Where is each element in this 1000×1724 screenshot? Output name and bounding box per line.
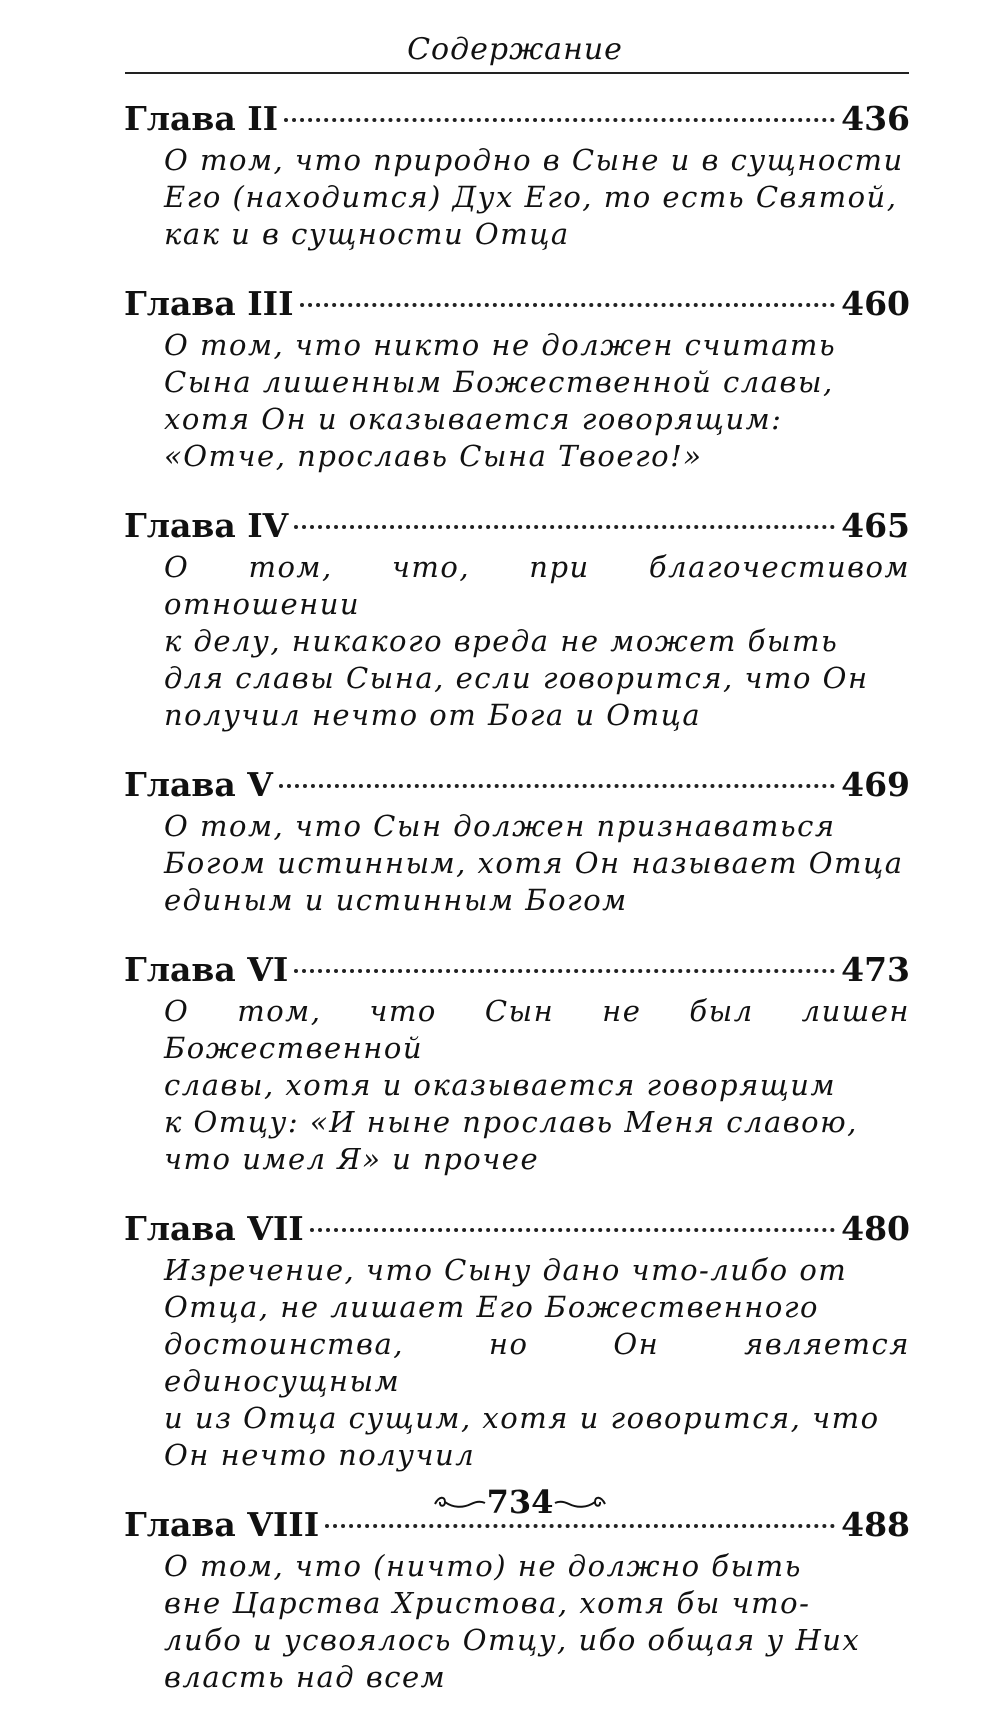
- chapter-description: [164, 1548, 910, 1696]
- dot-leader: [310, 1228, 835, 1232]
- toc-entry: [124, 947, 910, 1178]
- toc-entry: [124, 1502, 910, 1696]
- toc-entry-heading: [124, 947, 910, 993]
- toc-entry: [124, 762, 910, 919]
- toc-entry: [124, 503, 910, 734]
- description-line: славы, хотя и оказывается говорящим: [164, 1068, 837, 1102]
- page-number: 465: [841, 506, 910, 545]
- description-line: О том, что (ничто) не должно быть: [164, 1549, 802, 1583]
- page-number: 473: [841, 950, 910, 989]
- chapter-description: [164, 808, 910, 919]
- description-line: и из Отца сущим, хотя и говорится, что: [164, 1401, 880, 1435]
- header-rule: [125, 72, 909, 74]
- dot-leader: [300, 303, 836, 307]
- folio-number: 734: [486, 1483, 554, 1521]
- description-line: как и в сущности Отца: [164, 217, 570, 251]
- page-footer: [0, 1483, 1000, 1521]
- description-line: О том, что никто не должен считать: [164, 328, 837, 362]
- table-of-contents: [124, 96, 910, 1724]
- chapter-label: Глава II: [124, 99, 279, 138]
- description-line: Богом истинным, хотя Он называет Отца: [164, 846, 904, 880]
- description-line: получил нечто от Бога и Отца: [164, 698, 702, 732]
- chapter-description: [164, 1252, 910, 1474]
- description-line: О том, что Сын не был лишен Божественной: [164, 994, 910, 1065]
- description-line: достоинства, но Он является единосущным: [164, 1327, 910, 1398]
- toc-entry-heading: [124, 1206, 910, 1252]
- chapter-label: Глава VIII: [124, 1505, 320, 1544]
- chapter-label: Глава VI: [124, 950, 289, 989]
- chapter-label: Глава VII: [124, 1209, 304, 1248]
- chapter-description: [164, 549, 910, 734]
- right-flourish-icon: [553, 1492, 607, 1512]
- description-line: что имел Я» и прочее: [164, 1142, 540, 1176]
- description-line: Его (находится) Дух Его, то есть Святой,: [164, 180, 898, 214]
- description-line: для славы Сына, если говорится, что Он: [164, 661, 869, 695]
- toc-entry: [124, 281, 910, 475]
- description-line: хотя Он и оказывается говорящим:: [164, 402, 783, 436]
- description-line: Отца, не лишает Его Божественного: [164, 1290, 819, 1324]
- page-number: 460: [841, 284, 910, 323]
- description-line: Он нечто получил: [164, 1438, 476, 1472]
- toc-entry: [124, 1206, 910, 1474]
- dot-leader: [279, 784, 835, 788]
- description-line: вне Царства Христова, хотя бы что-: [164, 1586, 811, 1620]
- toc-entry-heading: [124, 96, 910, 142]
- description-line: «Отче, прославь Сына Твоего!»: [164, 439, 703, 473]
- description-line: Изречение, что Сыну дано что-либо от: [164, 1253, 848, 1287]
- page-number: 480: [841, 1209, 910, 1248]
- chapter-description: [164, 993, 910, 1178]
- running-header: Содержание: [407, 32, 623, 67]
- page-number: 469: [841, 765, 910, 804]
- description-line: О том, что природно в Сыне и в сущности: [164, 143, 904, 177]
- chapter-description: [164, 142, 910, 253]
- left-flourish-icon: [433, 1492, 487, 1512]
- description-line: единым и истинным Богом: [164, 883, 628, 917]
- description-line: к делу, никакого вреда не может быть: [164, 624, 839, 658]
- toc-entry-heading: [124, 503, 910, 549]
- page-number: 488: [841, 1505, 910, 1544]
- description-line: к Отцу: «И ныне прославь Меня славою,: [164, 1105, 858, 1139]
- description-line: Сына лишенным Божественной славы,: [164, 365, 834, 399]
- chapter-label: Глава III: [124, 284, 294, 323]
- description-line: власть над всем: [164, 1660, 447, 1694]
- description-line: либо и усвоялось Отцу, ибо общая у Них: [164, 1623, 861, 1657]
- description-line: О том, что Сын должен признаваться: [164, 809, 836, 843]
- toc-entry-heading: [124, 762, 910, 808]
- dot-leader: [325, 1524, 835, 1528]
- chapter-label: Глава V: [124, 765, 273, 804]
- toc-entry-heading: [124, 281, 910, 327]
- description-line: О том, что, при благочестивом отношении: [164, 550, 910, 621]
- chapter-description: [164, 327, 910, 475]
- toc-entry: [124, 96, 910, 253]
- dot-leader: [284, 118, 835, 122]
- page-number: 436: [841, 99, 910, 138]
- dot-leader: [294, 525, 835, 529]
- dot-leader: [294, 969, 835, 973]
- chapter-label: Глава IV: [124, 506, 289, 545]
